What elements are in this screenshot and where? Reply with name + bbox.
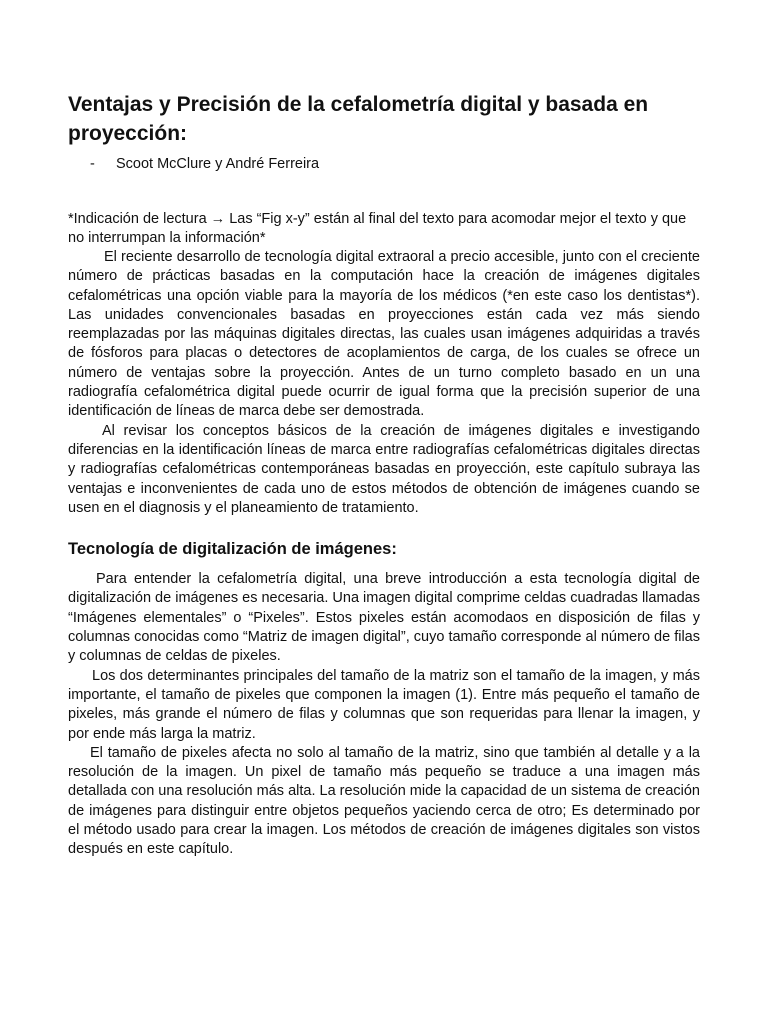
document-page [68,90,700,860]
section-heading: Tecnología de digitalización de imágenes: [68,540,397,559]
section-paragraph: Para entender la cefalometría digital, una breve introducción a esta tecnología digital de digitalización de imágenes es necesaria. Una imagen digital comprime celdas cuadradas llamadas “Imágenes elementales” o “Pixeles”. Estos pixeles están acomodaos en disposición de filas y columnas conocidas como “Matriz de imagen digital”, cuyo tamaño corresponde al número de filas y columnas de celdas de pixeles. [68,571,700,665]
body-paragraph: El reciente desarrollo de tecnología digital extraoral a precio accesible, junto con el creciente número de prácticas basadas en la computación hace la creación de imágenes digitales cefalométricas una opción viable para la mayoría de los médicos (*en este caso los dentistas*). Las unidades convencionales basadas en proyecciones están cada vez más siendo reemplazadas por las máquinas digitales directas, las cuales usan imágenes adquiridas a través de fósforos para placas o detectores de acoplamientos de carga, de los cuales se ofrece un número de ventajas sobre la proyección. Antes de un turno completo basado en un una radiografía cefalométrica digital puede ocurrir de igual forma que la precisión superior de una identificación de líneas de marca debe ser demostrada. [68,249,700,420]
author-bullet: - [90,156,95,172]
author-names: Scoot McClure y André Ferreira [116,156,320,172]
document-title: Ventajas y Precisión de la cefalometría digital y basada en proyección: [68,93,649,145]
reading-note: *Indicación de lectura → Las “Fig x-y” están al final del texto para acomodar mejor el texto y que no interrumpan la información* [68,211,687,246]
body-paragraph: Al revisar los conceptos básicos de la creación de imágenes digitales e investigando diferencias en la identificación líneas de marca entre radiografías cefalométricas digitales directas y radiografías cefalométricas contemporáneas basadas en proyección, este capítulo subraya las ventajas e inconvenientes de cada uno de estos métodos de obtención de imágenes cuando se usen en el diagnosis y el planeamiento de tratamiento. [68,422,700,516]
section-paragraph: El tamaño de pixeles afecta no solo al tamaño de la matriz, sino que también al detalle y a la resolución de la imagen. Un pixel de tamaño más pequeño se traduce a una imagen más detallada con una resolución más alta. La resolución mide la capacidad de un sistema de creación de imágenes para distinguir entre objetos pequeños yaciendo cerca de otro; Es determinado por el método usado para crear la imagen. Los métodos de creación de imágenes digitales son vistos después en este capítulo. [68,744,700,858]
section-paragraph: Los dos determinantes principales del tamaño de la matriz son el tamaño de la imagen, y más importante, el tamaño de pixeles que componen la imagen (1). Entre más pequeño el tamaño de pixeles, más grande el número de filas y columnas que son requeridas para llenar la imagen, y por ende más larga la matriz. [68,667,700,742]
author-line [90,154,700,174]
